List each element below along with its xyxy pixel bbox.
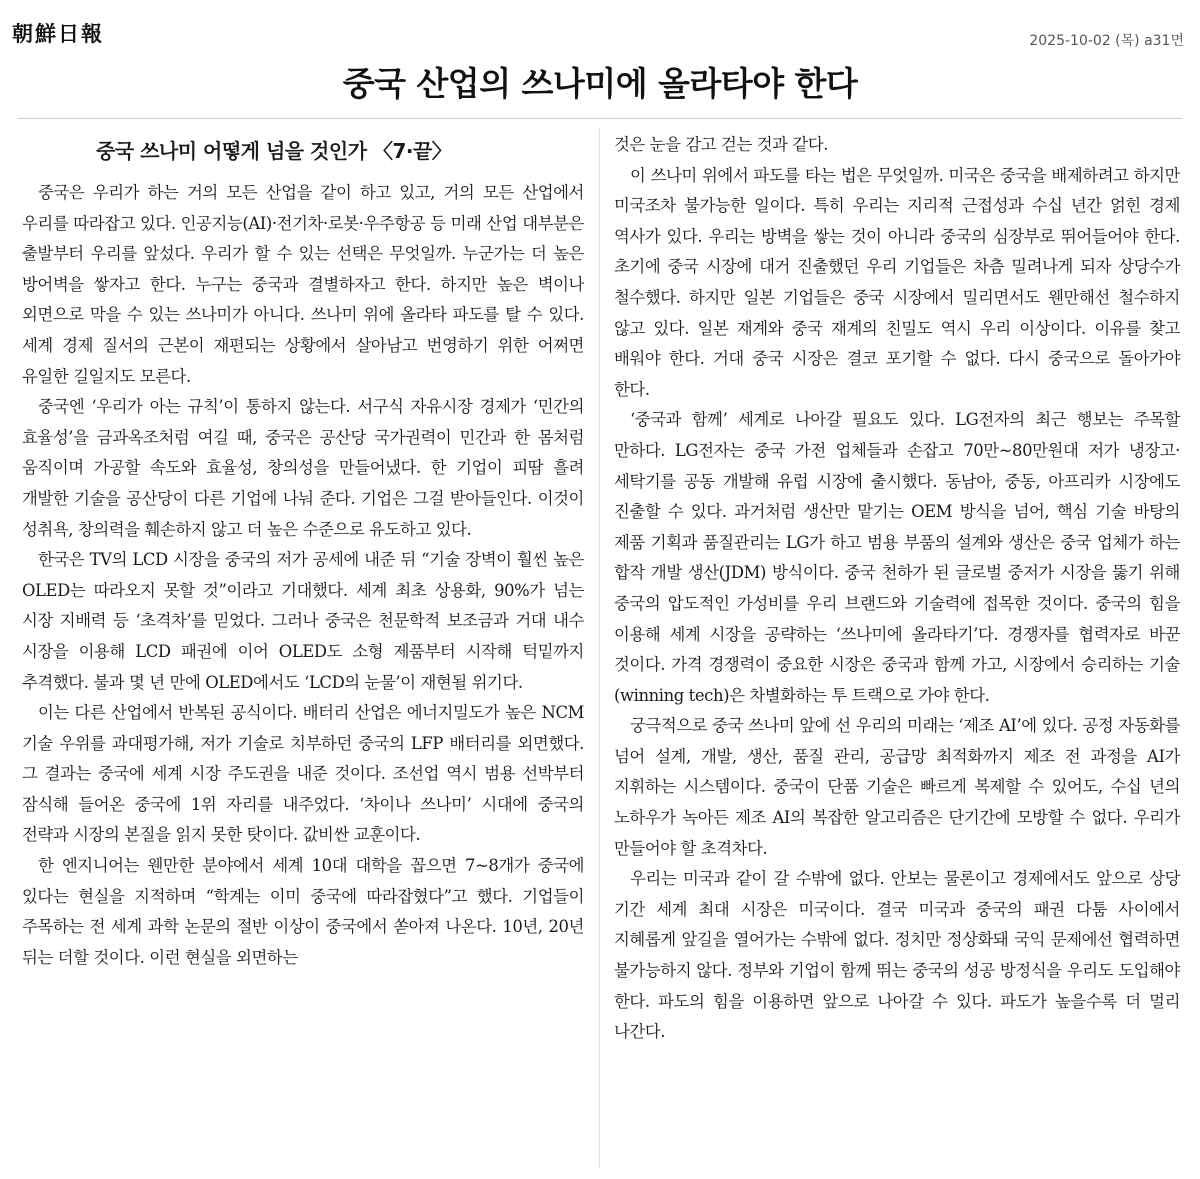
article-headline: 중국 산업의 쓰나미에 올라타야 한다: [342, 64, 858, 103]
paragraph-continuation: 것은 눈을 감고 걷는 것과 같다.: [614, 135, 829, 154]
paragraph: 한국은 TV의 LCD 시장을 중국의 저가 공세에 내준 뒤 “기술 장벽이 훨씬 높은 OLED는 따라오지 못할 것”이라고 기대했다. 세계 최초 상용화, 90%가 넘는 시장 지배력 등 ‘초격차’를 믿었다. 그러나 중국은 천문학적 보조금과 거대 내수 시장을 이용해 LCD 패권에 이어 OLED도 소형 제품부터 시작해 턱밑까지 추격했다. 불과 몇 년 만에 OLED에서도 ‘LCD의 눈물’이 재현될 위기다.: [22, 550, 584, 692]
paragraph: 이 쓰나미 위에서 파도를 타는 법은 무엇일까. 미국은 중국을 배제하려고 하지만 미국조차 불가능한 일이다. 특히 우리는 지리적 근접성과 수십 년간 얽힌 경제 역사가 있다. 우리는 방벽을 쌓는 것이 아니라 중국의 심장부로 뛰어들어야 한다. 초기에 중국 시장에 대거 진출했던 우리 기업들은 차츰 밀려나게 되자 상당수가 철수했다. 하지만 일본 기업들은 중국 시장에서 밀리면서도 웬만해선 철수하지 않고 있다. 일본 재계와 중국 재계의 친밀도 역시 우리 이상이다. 이유를 찾고 배워야 한다. 거대 중국 시장은 결코 포기할 수 없다. 다시 중국으로 돌아가야 한다.: [614, 165, 1180, 399]
paragraph: 이는 다른 산업에서 반복된 공식이다. 배터리 산업은 에너지밀도가 높은 NCM 기술 우위를 과대평가해, 저가 기술로 치부하던 중국의 LFP 배터리를 외면했다. 그 결과는 중국에 세계 시장 주도권을 내준 것이다. 조선업 역시 범용 선박부터 잠식해 들어온 중국에 1위 자리를 내주었다. ‘차이나 쓰나미’ 시대에 중국의 전략과 시장의 본질을 읽지 못한 탓이다. 값비싼 교훈이다.: [22, 703, 584, 845]
article-subtitle: 중국 쓰나미 어떻게 넘을 것인가 〈7·끝〉: [96, 139, 452, 163]
headline-divider: [18, 118, 1182, 119]
article-column-left: [22, 126, 584, 973]
paragraph: 중국엔 ‘우리가 아는 규칙’이 통하지 않는다. 서구식 자유시장 경제가 ‘민간의 효율성’을 금과옥조처럼 여길 때, 중국은 공산당 국가권력이 민간과 한 몸처럼 움직이며 가공할 속도와 효율성, 창의성을 만들어냈다. 한 기업이 피땀 흘려 개발한 기술을 공산당이 다른 기업에 나눠 준다. 기업은 그걸 받아들인다. 이것이 성취욕, 창의력을 훼손하지 않고 더 높은 수준으로 유도하고 있다.: [22, 397, 584, 539]
paragraph: ‘중국과 함께’ 세계로 나아갈 필요도 있다. LG전자의 최근 행보는 주목할 만하다. LG전자는 중국 가전 업체들과 손잡고 70만~80만원대 저가 냉장고·세탁기를 공동 개발해 유럽 시장에 출시했다. 동남아, 중동, 아프리카 시장에도 진출할 수 있다. 과거처럼 생산만 맡기는 OEM 방식을 넘어, 핵심 기술 바탕의 제품 기획과 품질관리는 LG가 하고 범용 부품의 설계와 생산은 중국 업체가 하는 합작 개발 생산(JDM) 방식이다. 중국 천하가 된 글로벌 중저가 시장을 뚫기 위해 중국의 압도적인 가성비를 우리 브랜드와 기술력에 접목한 것이다. 중국의 힘을 이용해 세계 시장을 공략하는 ‘쓰나미에 올라타기’다. 경쟁자를 협력자로 바꾼 것이다. 가격 경쟁력이 중요한 시장은 중국과 함께 가고, 시장에서 승리하는 기술(winning tech)은 차별화하는 투 트랙으로 가야 한다.: [614, 410, 1180, 705]
paragraph: 우리는 미국과 같이 갈 수밖에 없다. 안보는 물론이고 경제에서도 앞으로 상당 기간 세계 최대 시장은 미국이다. 결국 미국과 중국의 패권 다툼 사이에서 지혜롭게 앞길을 열어가는 수밖에 없다. 정치만 정상화돼 국익 문제에선 협력하면 불가능하지 않다. 정부와 기업이 함께 뛰는 중국의 성공 방정식을 우리도 도입해야 한다. 파도의 힘을 이용하면 앞으로 나아갈 수 있다. 파도가 높을수록 더 멀리 나간다.: [614, 869, 1180, 1042]
column-divider: [599, 128, 600, 1168]
paragraph: 중국은 우리가 하는 거의 모든 산업을 같이 하고 있고, 거의 모든 산업에서 우리를 따라잡고 있다. 인공지능(AI)·전기차·로봇·우주항공 등 미래 산업 대부분은 출발부터 우리를 앞섰다. 우리가 할 수 있는 선택은 무엇일까. 누군가는 더 높은 방어벽을 쌓자고 한다. 누구는 중국과 결별하자고 한다. 하지만 높은 벽이나 외면으로 막을 수 있는 쓰나미가 아니다. 쓰나미 위에 올라타 파도를 탈 수 있다. 세계 경제 질서의 근본이 재편되는 상황에서 살아남고 번영하기 위한 어쩌면 유일한 길일지도 모른다.: [22, 183, 584, 386]
article-column-right: [614, 130, 1180, 1048]
newspaper-logo: 朝鮮日報: [12, 21, 104, 46]
paragraph: 궁극적으로 중국 쓰나미 앞에 선 우리의 미래는 ‘제조 AI’에 있다. 공정 자동화를 넘어 설계, 개발, 생산, 품질 관리, 공급망 최적화까지 제조 전 과정을 AI가 지휘하는 시스템이다. 중국이 단품 기술은 빠르게 복제할 수 있어도, 수십 년의 노하우가 녹아든 제조 AI의 복잡한 알고리즘은 단기간에 모방할 수 없다. 우리가 만들어야 할 초격차다.: [614, 716, 1180, 858]
paragraph: 한 엔지니어는 웬만한 분야에서 세계 10대 대학을 꼽으면 7~8개가 중국에 있다는 현실을 지적하며 “학계는 이미 중국에 따라잡혔다”고 했다. 기업들이 주목하는 전 세계 과학 논문의 절반 이상이 중국에서 쏟아져 나온다. 10년, 20년 뒤는 더할 것이다. 이런 현실을 외면하는: [22, 856, 584, 967]
date-page-label: 2025-10-02 (목) a31면: [1029, 33, 1184, 49]
